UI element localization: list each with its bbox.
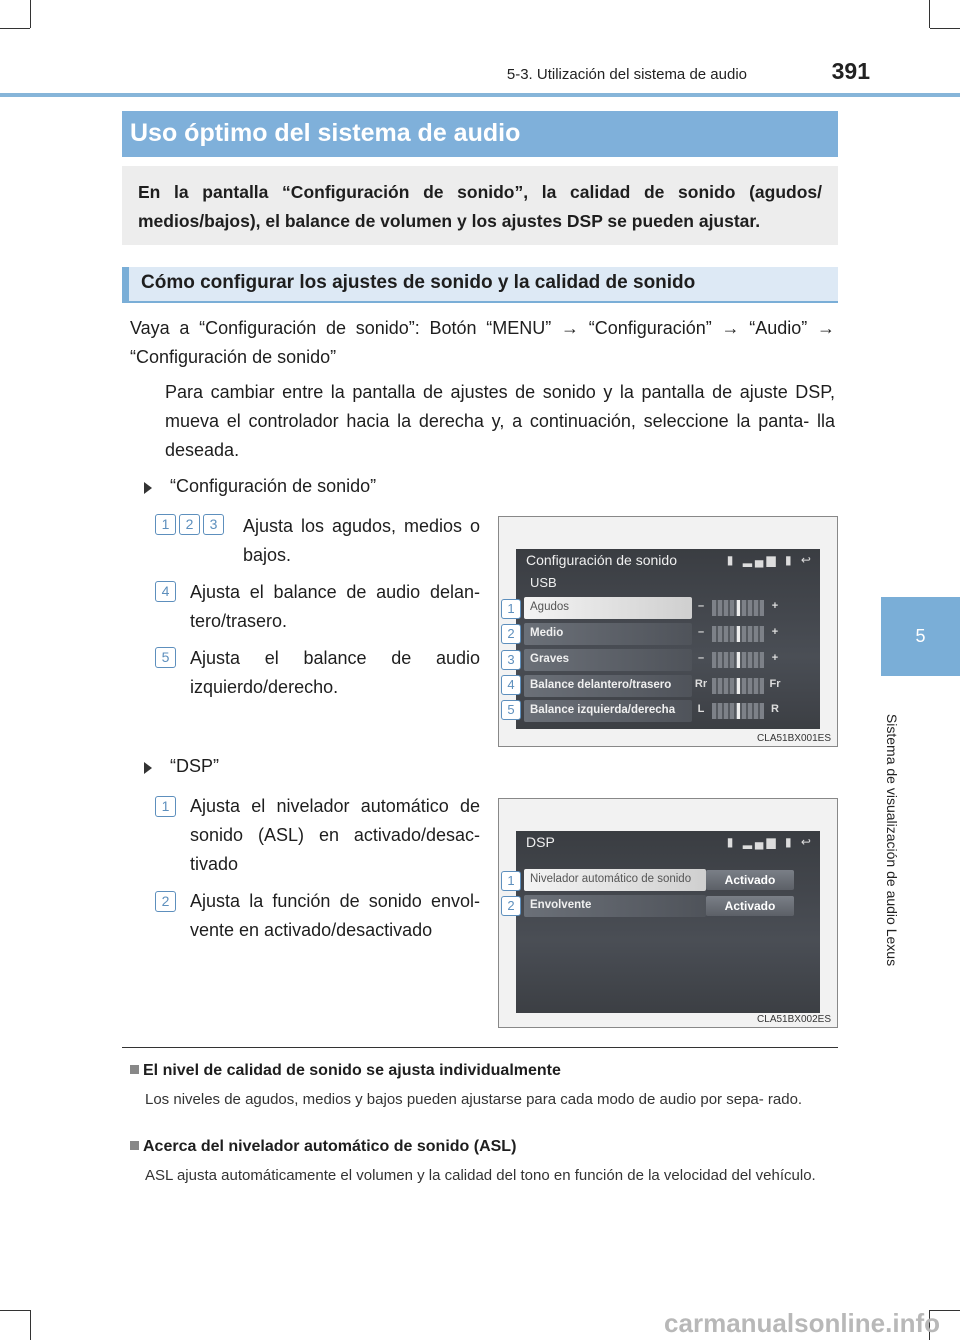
slider-center xyxy=(737,678,740,694)
screen-row-asl[interactable] xyxy=(524,869,706,891)
crop-mark xyxy=(0,28,30,29)
screen-title: DSP xyxy=(526,834,555,850)
watermark: carmanualsonline.info xyxy=(664,1308,940,1338)
screen-callout: 2 xyxy=(501,896,521,916)
crop-mark xyxy=(30,0,31,28)
row-label: Nivelador automático de sonido xyxy=(530,873,692,885)
chapter-title-text: Sistema de visualización de audio Lexus xyxy=(884,713,900,967)
status-icons: ▮ ▂▄▆ ▮ ↩ xyxy=(726,553,814,567)
toggle-asl[interactable]: Activado xyxy=(706,870,794,890)
slider-right-label: + xyxy=(771,652,779,664)
sound-item-1-3: Ajusta los agudos, medios o bajos. xyxy=(243,516,480,565)
slider-center xyxy=(737,652,740,668)
screen-row-bass[interactable] xyxy=(524,649,692,671)
callout-group-dsp-2 xyxy=(155,891,179,912)
slider-right-label: R xyxy=(771,703,779,715)
callout-number: 1 xyxy=(155,796,176,817)
navigation-note: Para cambiar entre la pantalla de ajustes de sonido y la pantalla de ajuste DSP, mueva el controlador hacia la derecha y, a continuación, seleccione la panta- lla deseada. xyxy=(165,382,835,460)
slider-track xyxy=(712,703,764,719)
row-label: Balance izquierda/derecha xyxy=(530,704,676,716)
toggle-surround[interactable]: Activado xyxy=(706,896,794,916)
screen-row-balance[interactable] xyxy=(524,700,692,722)
screen-row-treble[interactable] xyxy=(524,597,692,619)
row-label: Agudos xyxy=(530,601,570,613)
screen-row-fader[interactable] xyxy=(524,675,692,697)
dsp-screenshot xyxy=(498,798,838,1028)
page-header xyxy=(120,58,870,88)
figure-code: CLA51BX001ES xyxy=(757,733,831,744)
slider-right-label: Fr xyxy=(769,678,781,690)
slider-left-label: – xyxy=(697,600,705,612)
row-label: Balance delantero/trasero xyxy=(530,679,672,691)
screen-callout: 2 xyxy=(501,624,521,644)
callout-group-5 xyxy=(155,647,179,668)
slider-track xyxy=(712,678,764,694)
crop-mark xyxy=(930,28,960,29)
screen-source: USB xyxy=(530,575,557,590)
display-screen xyxy=(516,549,820,729)
screen-row-mid[interactable] xyxy=(524,623,692,645)
slider-center xyxy=(737,600,740,616)
slider-track xyxy=(712,652,764,668)
callout-number: 2 xyxy=(155,891,176,912)
slider-bass[interactable] xyxy=(694,649,782,671)
callout-number: 4 xyxy=(155,581,176,602)
slider-track xyxy=(712,626,764,642)
slider-fader[interactable] xyxy=(694,675,782,697)
crop-mark xyxy=(0,1310,30,1311)
dsp-heading: “DSP” xyxy=(170,756,219,776)
note-text: ASL ajusta automáticamente el volumen y la calidad del tono en función de la velocidad del vehículo. xyxy=(145,1167,816,1184)
notes-rule xyxy=(122,1047,838,1048)
note-text: Los niveles de agudos, medios y bajos pueden ajustarse para cada modo de audio por sepa- rado. xyxy=(145,1091,803,1108)
slider-track xyxy=(712,600,764,616)
slider-left-label: Rr xyxy=(694,678,708,690)
callout-number: 1 xyxy=(155,514,176,535)
screen-callout: 3 xyxy=(501,650,521,670)
sound-item-5: Ajusta el balance de audio izquierdo/derecho. xyxy=(190,648,480,697)
chapter-tab: 5 xyxy=(881,597,960,676)
intro-box: En la pantalla “Configuración de sonido”, la calidad de sonido (agudos/ medios/bajos), el balance de volumen y los ajustes DSP se pueden ajustar. xyxy=(122,166,838,245)
screen-title: Configuración de sonido xyxy=(526,552,677,568)
note-title: El nivel de calidad de sonido se ajusta individualmente xyxy=(130,1062,561,1080)
figure-code: CLA51BX002ES xyxy=(757,1014,831,1025)
screen-callout: 1 xyxy=(501,599,521,619)
slider-left-label: L xyxy=(697,703,705,715)
note-title: Acerca del nivelador automático de sonido (ASL) xyxy=(130,1138,516,1156)
callout-group-dsp-1 xyxy=(155,796,179,817)
section-title: Uso óptimo del sistema de audio xyxy=(122,111,838,157)
sound-settings-screenshot xyxy=(498,516,838,747)
screen-callout: 1 xyxy=(501,871,521,891)
screen-row-surround[interactable] xyxy=(524,895,706,917)
row-label: Graves xyxy=(530,653,570,665)
crop-mark xyxy=(929,0,930,28)
page-number: 391 xyxy=(831,58,870,84)
row-label: Medio xyxy=(530,627,564,639)
display-screen xyxy=(516,831,820,1013)
sound-heading: “Configuración de sonido” xyxy=(170,476,377,496)
slider-mid[interactable] xyxy=(694,623,782,645)
dsp-item-1: Ajusta el nivelador automático de sonido (ASL) en activado/desac- tivado xyxy=(190,796,480,874)
subheading: Cómo configurar los ajustes de sonido y la calidad de sonido xyxy=(122,267,838,303)
slider-center xyxy=(737,703,740,719)
status-icons: ▮ ▂▄▆ ▮ ↩ xyxy=(726,835,814,849)
slider-left-label: – xyxy=(697,626,705,638)
slider-center xyxy=(737,626,740,642)
sound-item-4: Ajusta el balance de audio delan- tero/trasero. xyxy=(190,582,480,631)
callout-group-4 xyxy=(155,581,179,602)
screen-callout: 5 xyxy=(501,700,521,720)
header-section: 5-3. Utilización del sistema de audio xyxy=(506,66,747,83)
row-label: Envolvente xyxy=(530,899,592,911)
header-rule xyxy=(0,93,960,97)
slider-treble[interactable] xyxy=(694,597,782,619)
callout-group-1-3 xyxy=(155,514,227,535)
callout-number: 3 xyxy=(203,514,224,535)
screen-callout: 4 xyxy=(501,675,521,695)
crop-mark xyxy=(30,1310,31,1340)
navigation-path: Vaya a “Configuración de sonido”: Botón “MENU” → “Configuración” → “Audio” → “Configuración de sonido” xyxy=(130,318,835,367)
chapter-title xyxy=(872,690,912,990)
slider-balance[interactable] xyxy=(694,700,782,722)
slider-right-label: + xyxy=(771,600,779,612)
slider-left-label: – xyxy=(697,652,705,664)
callout-number: 2 xyxy=(179,514,200,535)
slider-right-label: + xyxy=(771,626,779,638)
dsp-item-2: Ajusta la función de sonido envol- vente en activado/desactivado xyxy=(190,891,480,940)
callout-number: 5 xyxy=(155,647,176,668)
